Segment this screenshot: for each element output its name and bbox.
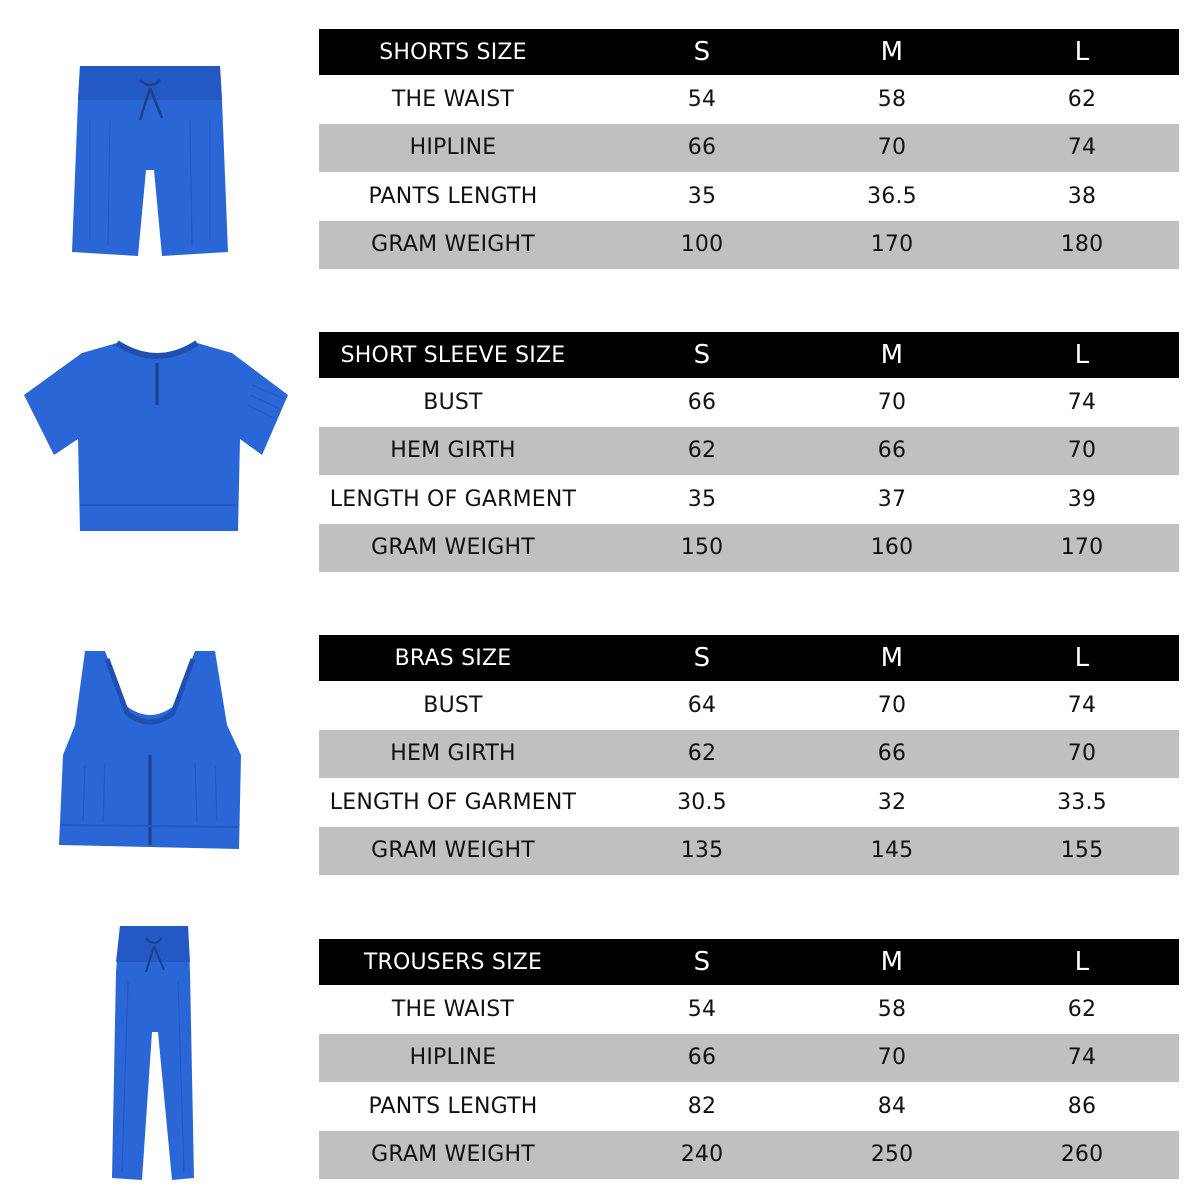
table-header — [319, 332, 1179, 378]
table-row — [319, 681, 1179, 730]
table-row — [319, 1082, 1179, 1131]
size-l-header: L — [1074, 340, 1090, 370]
value-m: 66 — [877, 438, 907, 464]
table-row — [319, 75, 1179, 124]
row-label: GRAM WEIGHT — [371, 232, 535, 258]
size-s-header: S — [693, 947, 711, 977]
value-s: 54 — [687, 996, 717, 1022]
value-m: 70 — [877, 692, 907, 718]
row-label: LENGTH OF GARMENT — [329, 789, 577, 815]
size-m-header: M — [880, 37, 904, 67]
value-m: 32 — [877, 789, 907, 815]
table-row — [319, 730, 1179, 779]
row-label: THE WAIST — [391, 996, 515, 1022]
short-sleeve-top-icon — [22, 335, 292, 535]
shorts-size-table — [319, 29, 1179, 269]
value-m: 58 — [877, 86, 907, 112]
table-row — [319, 427, 1179, 476]
value-l: 70 — [1067, 438, 1097, 464]
row-label: PANTS LENGTH — [368, 183, 538, 209]
row-label: HIPLINE — [409, 135, 497, 161]
value-l: 74 — [1067, 692, 1097, 718]
size-m-header: M — [880, 340, 904, 370]
row-label: GRAM WEIGHT — [371, 838, 535, 864]
value-m: 160 — [870, 535, 914, 561]
table-row — [319, 172, 1179, 221]
short-sleeve-size-table — [319, 332, 1179, 572]
table-row — [319, 985, 1179, 1034]
table-header — [319, 635, 1179, 681]
size-s-header: S — [693, 643, 711, 673]
value-s: 62 — [687, 741, 717, 767]
value-l: 70 — [1067, 741, 1097, 767]
trousers-size-table — [319, 939, 1179, 1179]
size-s-header: S — [693, 37, 711, 67]
value-l: 33.5 — [1057, 789, 1107, 815]
sports-bra-icon — [55, 645, 245, 855]
bras-size-table — [319, 635, 1179, 875]
size-l-header: L — [1074, 947, 1090, 977]
value-s: 100 — [680, 232, 724, 258]
row-label: BUST — [423, 389, 483, 415]
value-l: 155 — [1060, 838, 1104, 864]
value-s: 30.5 — [677, 789, 727, 815]
row-label: HEM GIRTH — [390, 438, 516, 464]
size-m-header: M — [880, 947, 904, 977]
value-m: 170 — [870, 232, 914, 258]
table-row — [319, 524, 1179, 573]
row-label: HEM GIRTH — [390, 741, 516, 767]
value-m: 37 — [877, 486, 907, 512]
value-s: 66 — [687, 135, 717, 161]
value-s: 64 — [687, 692, 717, 718]
value-l: 39 — [1067, 486, 1097, 512]
value-s: 35 — [687, 486, 717, 512]
value-m: 70 — [877, 135, 907, 161]
value-l: 74 — [1067, 1045, 1097, 1071]
value-s: 62 — [687, 438, 717, 464]
value-s: 35 — [687, 183, 717, 209]
table-title: BRAS SIZE — [394, 645, 512, 671]
row-label: HIPLINE — [409, 1045, 497, 1071]
table-header — [319, 29, 1179, 75]
table-row — [319, 827, 1179, 876]
value-l: 170 — [1060, 535, 1104, 561]
value-m: 70 — [877, 1045, 907, 1071]
size-l-header: L — [1074, 643, 1090, 673]
table-row — [319, 778, 1179, 827]
value-l: 86 — [1067, 1093, 1097, 1119]
value-l: 260 — [1060, 1142, 1104, 1168]
value-l: 62 — [1067, 86, 1097, 112]
size-l-header: L — [1074, 37, 1090, 67]
value-s: 66 — [687, 1045, 717, 1071]
value-l: 74 — [1067, 389, 1097, 415]
table-title: SHORTS SIZE — [379, 39, 527, 65]
size-m-header: M — [880, 643, 904, 673]
value-s: 240 — [680, 1142, 724, 1168]
value-m: 250 — [870, 1142, 914, 1168]
table-row — [319, 221, 1179, 270]
value-m: 66 — [877, 741, 907, 767]
value-s: 150 — [680, 535, 724, 561]
table-row — [319, 124, 1179, 173]
row-label: PANTS LENGTH — [368, 1093, 538, 1119]
leggings-icon — [108, 922, 198, 1184]
table-title: TROUSERS SIZE — [363, 949, 543, 975]
table-header — [319, 939, 1179, 985]
value-m: 58 — [877, 996, 907, 1022]
table-row — [319, 475, 1179, 524]
value-m: 84 — [877, 1093, 907, 1119]
value-l: 38 — [1067, 183, 1097, 209]
row-label: GRAM WEIGHT — [371, 535, 535, 561]
table-row — [319, 1131, 1179, 1180]
table-title: SHORT SLEEVE SIZE — [340, 342, 566, 368]
table-row — [319, 1034, 1179, 1083]
value-s: 54 — [687, 86, 717, 112]
row-label: LENGTH OF GARMENT — [329, 486, 577, 512]
row-label: BUST — [423, 692, 483, 718]
value-s: 66 — [687, 389, 717, 415]
table-row — [319, 378, 1179, 427]
value-s: 135 — [680, 838, 724, 864]
value-m: 36.5 — [867, 183, 917, 209]
value-m: 145 — [870, 838, 914, 864]
size-s-header: S — [693, 340, 711, 370]
row-label: THE WAIST — [391, 86, 515, 112]
row-label: GRAM WEIGHT — [371, 1142, 535, 1168]
value-l: 62 — [1067, 996, 1097, 1022]
value-l: 74 — [1067, 135, 1097, 161]
shorts-icon — [70, 60, 230, 260]
value-s: 82 — [687, 1093, 717, 1119]
value-m: 70 — [877, 389, 907, 415]
value-l: 180 — [1060, 232, 1104, 258]
